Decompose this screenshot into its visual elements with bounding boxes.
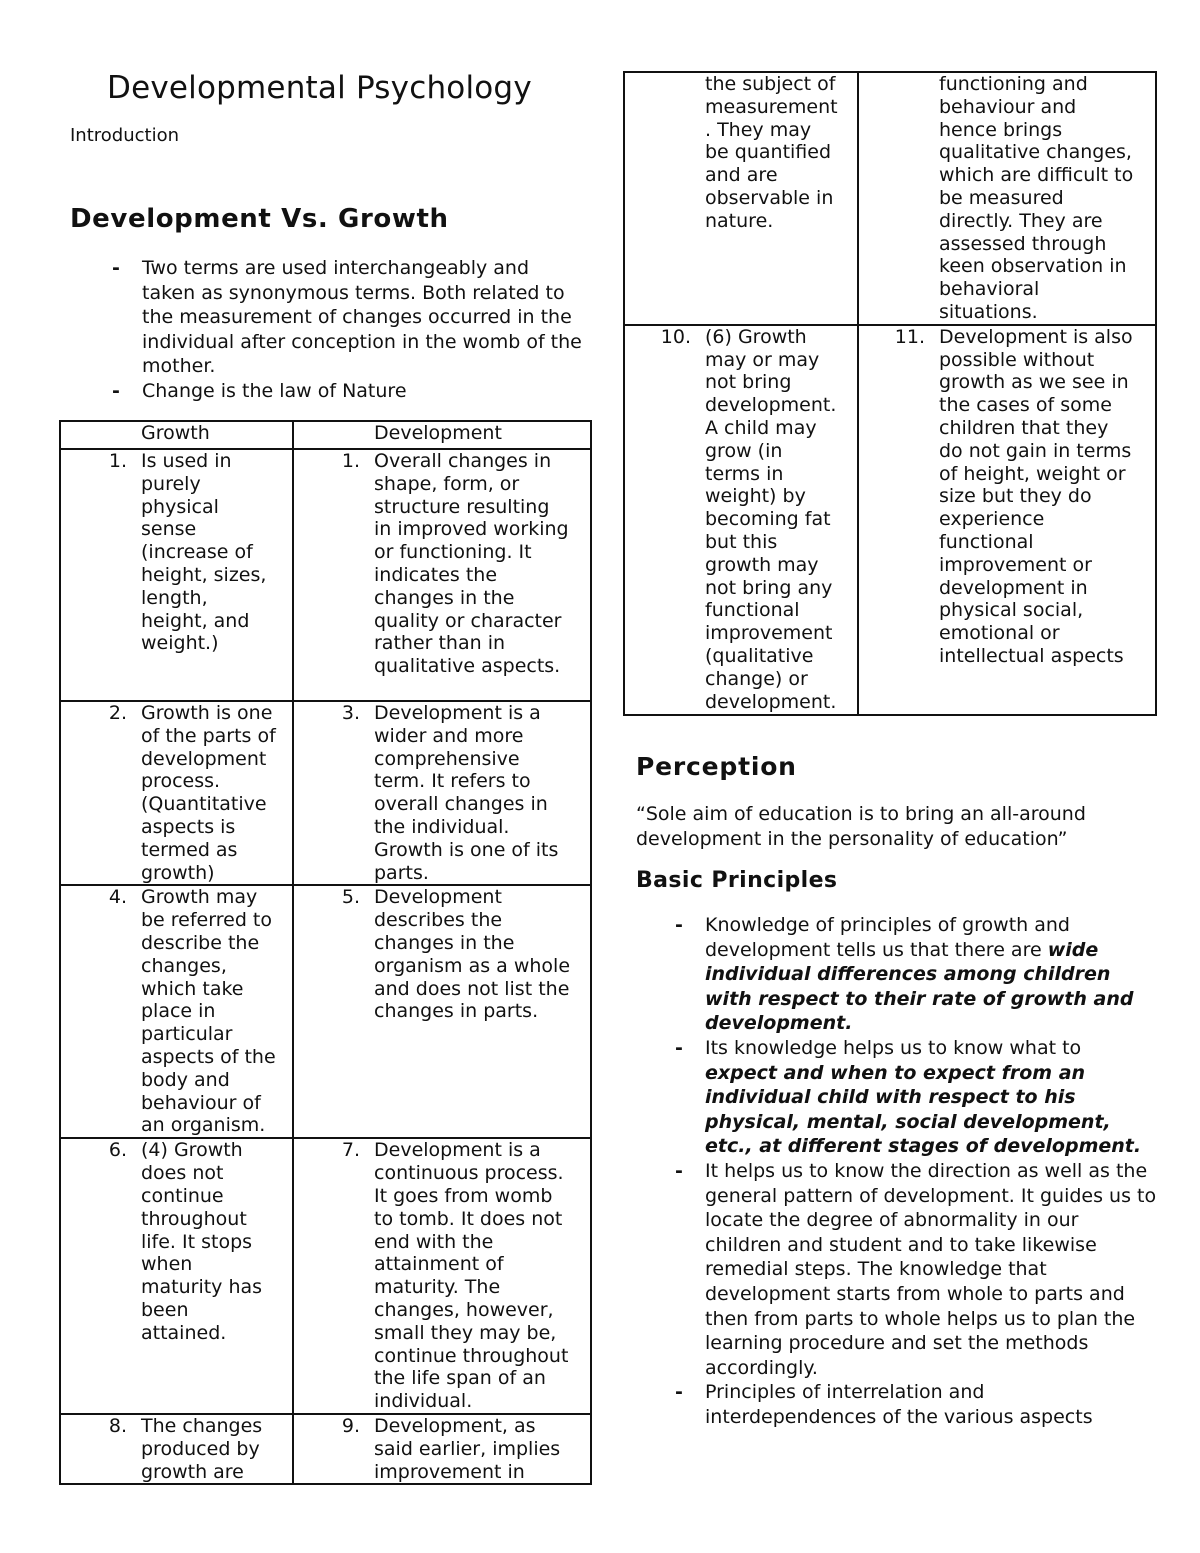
dash-bullet-icon: - xyxy=(675,914,683,936)
growth-development-table xyxy=(59,420,592,1485)
dash-bullet-icon: - xyxy=(675,1036,683,1059)
list-item xyxy=(70,379,570,404)
item-number: 1. xyxy=(341,450,360,472)
bullet-text: Two terms are used interchangeably and taken as synonymous terms. Both related to the measurement of changes occurred in the individual after conception in the womb of the mother. xyxy=(142,257,582,378)
table-row xyxy=(624,325,1156,715)
growth-cell: 6. (4) Growth does not continue throughout life. It stops when maturity has been attained. xyxy=(60,1138,293,1414)
development-cell: 7. Development is a continuous process. It goes from womb to tomb. It does not end with the attainment of maturity. The changes, however, small they may be, continue throughout the life span of an individual. xyxy=(293,1138,591,1414)
section-heading-basic-principles: Basic Principles xyxy=(636,868,838,893)
intro-bullet-list xyxy=(70,256,582,404)
growth-cell: 1. Is used in purely physical sense (increase of height, sizes, length, height, and weight.) xyxy=(60,449,293,701)
basic-principles-list xyxy=(633,913,1158,1429)
bullet-text: Change is the law of Nature xyxy=(142,379,407,402)
list-item xyxy=(633,1036,1158,1159)
list-item xyxy=(633,1159,1158,1380)
growth-development-table-continued xyxy=(623,71,1157,716)
table-row xyxy=(60,449,591,701)
table-row xyxy=(60,885,591,1138)
item-number: 1. xyxy=(108,450,127,472)
development-cell: functioning and behaviour and hence brings qualitative changes, which are difficult to be measured directly. They are assessed through keen observation in behavioral situations. xyxy=(858,72,1156,325)
item-number: 3. xyxy=(341,702,360,724)
growth-cell: 8. The changes produced by growth are xyxy=(60,1414,293,1484)
development-cell: 5. Development describes the changes in the organism as a whole and does not list the changes in parts. xyxy=(293,885,591,1138)
item-number: 8. xyxy=(108,1414,127,1437)
item-number: 2. xyxy=(108,702,127,724)
item-number: 5. xyxy=(341,886,360,909)
growth-cell: 4. Growth may be referred to describe the changes, which take place in particular aspects of the body and behaviour of an organism. xyxy=(60,885,293,1138)
growth-cell: the subject of measurement . They may be quantified and are observable in nature. xyxy=(624,72,858,325)
dash-bullet-icon: - xyxy=(112,257,120,279)
bullet-emphasis: wide individual differences among children with respect to their rate of growth and development. xyxy=(705,938,1134,1035)
table-row xyxy=(624,72,1156,325)
bullet-emphasis: expect and when to expect from an individual child with respect to his physical, mental, social development, etc., at different stages of development. xyxy=(705,1061,1142,1158)
bullet-text: It helps us to know the direction as well as the general pattern of development. It guides us to locate the degree of abnormality in our children and student and to take likewise remedial steps. The knowledge that development starts from whole to parts and then from parts to whole helps us to plan the learning procedure and set the methods accordingly. xyxy=(705,1159,1157,1379)
list-item xyxy=(633,1380,1158,1429)
growth-cell: 2. Growth is one of the parts of development process. (Quantitative aspects is termed as growth) xyxy=(60,701,293,885)
section-heading-development-vs-growth: Development Vs. Growth xyxy=(70,204,449,234)
growth-cell: 10. (6) Growth may or may not bring development. A child may grow (in terms in weight) by becoming fat but this growth may not bring any functional improvement (qualitative change) or development. xyxy=(624,325,858,715)
item-number: 7. xyxy=(341,1139,360,1162)
bullet-text: Its knowledge helps us to know what to xyxy=(705,1036,1082,1059)
perception-quote: “Sole aim of education is to bring an all-around development in the personality of education” xyxy=(636,803,1086,850)
list-item xyxy=(633,913,1158,1036)
development-cell: 1. Overall changes in shape, form, or structure resulting in improved working or functioning. It indicates the changes in the quality or character rather than in qualitative aspects. xyxy=(293,449,591,701)
bullet-text: Knowledge of principles of growth and development tells us that there are xyxy=(705,914,1070,961)
development-cell: 9. Development, as said earlier, implies improvement in xyxy=(293,1414,591,1484)
item-number: 6. xyxy=(108,1139,127,1162)
section-heading-perception: Perception xyxy=(636,752,797,781)
dash-bullet-icon: - xyxy=(675,1159,683,1182)
bullet-text: Principles of interrelation and interdependences of the various aspects xyxy=(705,1381,1093,1428)
page-title: Developmental Psychology xyxy=(107,70,532,106)
item-number: 9. xyxy=(341,1414,360,1437)
table-row xyxy=(60,1138,591,1414)
table-row xyxy=(60,701,591,885)
item-number: 11. xyxy=(894,325,925,348)
development-cell: 3. Development is a wider and more comprehensive term. It refers to overall changes in the individual. Growth is one of its parts. xyxy=(293,701,591,885)
table-header-row xyxy=(60,421,591,449)
column-header-growth: Growth xyxy=(60,421,293,449)
dash-bullet-icon: - xyxy=(675,1381,683,1404)
table-row xyxy=(60,1414,591,1484)
development-cell: 11. Development is also possible without growth as we see in the cases of some children that they do not gain in terms of height, weight or size but they do experience functional improvement or development in physical social, emotional or intellectual aspects xyxy=(858,325,1156,715)
list-item xyxy=(70,256,582,379)
item-number: 4. xyxy=(108,886,127,909)
item-number: 10. xyxy=(660,325,691,348)
intro-label: Introduction xyxy=(70,125,180,146)
column-header-development: Development xyxy=(293,421,591,449)
dash-bullet-icon: - xyxy=(112,379,120,402)
